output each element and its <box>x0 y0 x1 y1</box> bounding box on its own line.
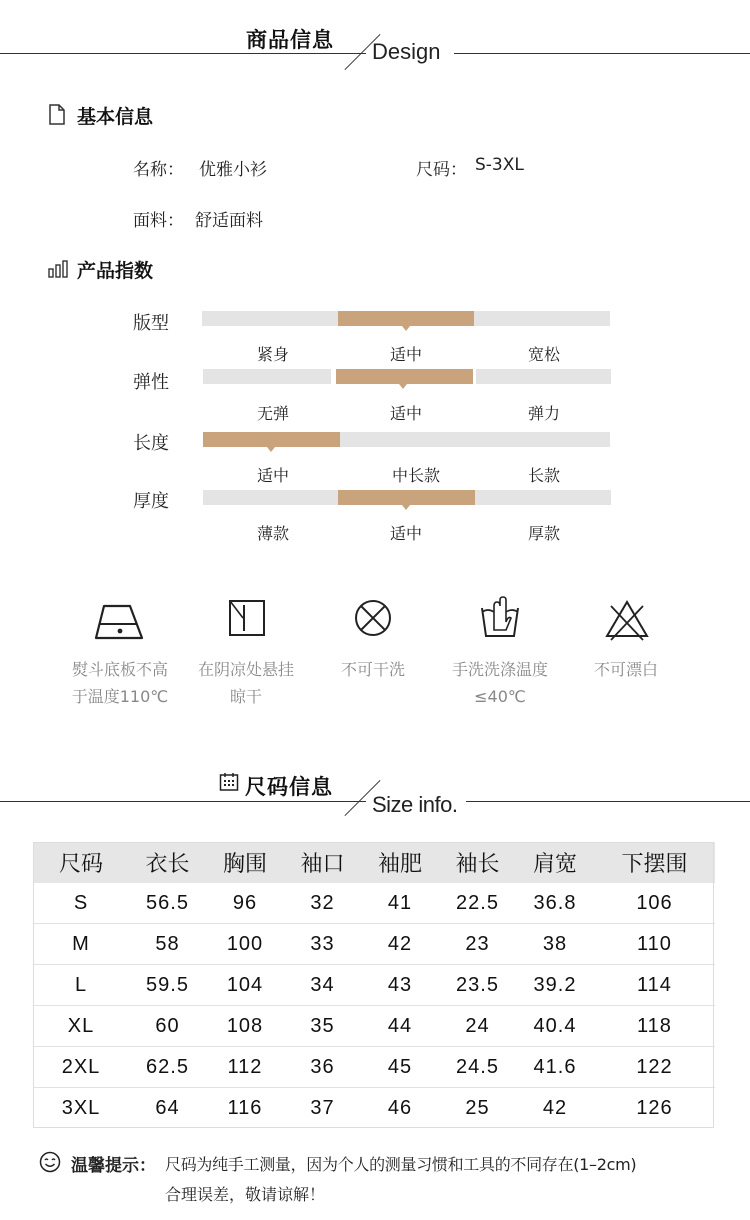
care-text-no-bleach <box>561 656 691 683</box>
fabric-label: 面料： <box>133 211 184 231</box>
bar-segment-selected <box>338 490 475 505</box>
table-cell: 24.5 <box>439 1047 516 1088</box>
table-cell: 36.8 <box>516 883 594 924</box>
column-header: 袖长 <box>439 842 516 883</box>
index-bar-length <box>203 432 610 447</box>
index-bar-fit <box>202 311 610 326</box>
index-label-fit: 版型 <box>133 313 169 334</box>
section2-line-right <box>466 801 750 802</box>
table-cell: 35 <box>284 1006 361 1047</box>
table-cell: 41 <box>361 883 439 924</box>
tick-label: 厚款 <box>527 524 560 543</box>
tick-label: 适中 <box>389 345 422 364</box>
care-text-hand-wash <box>435 656 565 710</box>
table-cell: 108 <box>206 1006 284 1047</box>
bar-segment <box>203 490 338 505</box>
section2-line-left <box>0 801 366 802</box>
table-cell: 106 <box>594 883 715 924</box>
table-cell: 112 <box>206 1047 284 1088</box>
bar-segment <box>476 369 611 384</box>
care-line: 在阴凉处悬挂 <box>197 660 294 679</box>
table-cell: 56.5 <box>129 883 206 924</box>
table-cell: 122 <box>594 1047 715 1088</box>
table-row <box>33 1006 715 1047</box>
bar-segment-selected <box>203 432 340 447</box>
column-header: 衣长 <box>129 842 206 883</box>
care-line: 不可漂白 <box>593 660 658 679</box>
section2-title-en: Size info. <box>372 792 458 817</box>
table-cell: 23 <box>439 924 516 965</box>
table-cell: 42 <box>542 1096 568 1119</box>
size-value: S-3XL <box>475 155 524 175</box>
table-cell: 33 <box>284 924 361 965</box>
care-line: ≤40℃ <box>474 687 526 706</box>
tip-line2: 合理误差，敬请谅解！ <box>165 1185 326 1204</box>
no-dry-clean-icon <box>345 596 401 644</box>
section1-title-en: Design <box>372 39 441 64</box>
index-bar-elasticity <box>203 369 611 384</box>
care-line: 于温度110℃ <box>71 687 169 706</box>
bar-chart-icon <box>48 260 70 278</box>
table-cell: 114 <box>594 965 715 1006</box>
care-line: 手洗洗涤温度 <box>451 660 548 679</box>
document-icon <box>49 104 65 125</box>
care-line: 晾干 <box>229 687 262 706</box>
line-dry-shade-icon <box>219 596 275 644</box>
care-line: 熨斗底板不高 <box>71 660 168 679</box>
iron-icon <box>92 596 148 644</box>
tick-label: 适中 <box>389 524 422 543</box>
bar-segment-selected <box>338 311 474 326</box>
bar-segment-selected <box>336 369 473 384</box>
smiley-icon <box>39 1151 61 1173</box>
table-cell: M <box>33 924 129 965</box>
table-cell: 3XL <box>61 1096 101 1119</box>
table-row <box>33 1047 715 1088</box>
tick-label: 适中 <box>256 466 289 485</box>
column-header: 肩宽 <box>516 842 594 883</box>
table-cell: 43 <box>361 965 439 1006</box>
table-cell: 44 <box>361 1006 439 1047</box>
table-row <box>33 924 715 965</box>
table-cell: 45 <box>361 1047 439 1088</box>
table-row <box>33 883 715 924</box>
table-cell: 34 <box>284 965 361 1006</box>
section2-title-cn: 尺码信息 <box>245 775 333 799</box>
table-cell: 32 <box>284 883 361 924</box>
basic-info-title: 基本信息 <box>77 106 154 128</box>
table-cell: 118 <box>594 1006 715 1047</box>
care-text-iron <box>55 656 185 710</box>
table-cell: 46 <box>387 1096 413 1119</box>
table-cell: 36 <box>284 1047 361 1088</box>
table-cell: 126 <box>636 1096 673 1119</box>
bar-pointer <box>402 326 410 331</box>
table-cell: 22.5 <box>439 883 516 924</box>
table-cell: 110 <box>594 924 715 965</box>
no-bleach-icon <box>599 596 655 644</box>
table-cell: 42 <box>361 924 439 965</box>
name-label: 名称： <box>133 160 184 180</box>
fabric-value: 舒适面料 <box>195 211 263 231</box>
table-cell: 60 <box>129 1006 206 1047</box>
bar-pointer <box>402 505 410 510</box>
size-label: 尺码： <box>416 160 467 180</box>
table-cell: 58 <box>129 924 206 965</box>
tip-line1: 尺码为纯手工测量，因为个人的测量习惯和工具的不同存在(1–2cm) <box>165 1155 637 1174</box>
tick-label: 弹力 <box>527 404 560 423</box>
tick-label: 无弹 <box>256 404 289 423</box>
section1-title-cn: 商品信息 <box>246 28 334 52</box>
tick-label: 长款 <box>527 466 560 485</box>
table-cell: XL <box>33 1006 129 1047</box>
tick-label: 适中 <box>389 404 422 423</box>
table-cell: 41.6 <box>516 1047 594 1088</box>
table-cell: 100 <box>206 924 284 965</box>
bar-pointer <box>399 384 407 389</box>
index-label-elasticity: 弹性 <box>133 372 169 393</box>
bar-segment <box>202 311 338 326</box>
product-index-title: 产品指数 <box>77 260 154 282</box>
size-table <box>33 842 715 1128</box>
column-header: 胸围 <box>206 842 284 883</box>
table-cell: 62.5 <box>129 1047 206 1088</box>
tip-label: 温馨提示： <box>71 1156 156 1176</box>
table-cell: L <box>33 965 129 1006</box>
column-header: 下摆围 <box>594 842 715 883</box>
bar-segment <box>474 311 610 326</box>
column-header: 尺码 <box>33 842 129 883</box>
name-value: 优雅小衫 <box>199 160 267 180</box>
table-cell: 39.2 <box>516 965 594 1006</box>
index-bar-thickness <box>203 490 611 505</box>
tick-label: 宽松 <box>527 345 560 364</box>
table-cell: 25 <box>465 1096 490 1119</box>
table-cell: S <box>33 883 129 924</box>
table-cell: 24 <box>439 1006 516 1047</box>
care-line: 不可干洗 <box>340 660 405 679</box>
bar-segment <box>475 490 611 505</box>
index-label-length: 长度 <box>133 433 169 454</box>
table-cell: 104 <box>206 965 284 1006</box>
table-row <box>33 1088 715 1129</box>
tick-label: 中长款 <box>391 466 440 485</box>
section1-line-right <box>454 53 750 54</box>
tick-label: 紧身 <box>256 345 289 364</box>
table-cell: 23.5 <box>439 965 516 1006</box>
index-label-thickness: 厚度 <box>133 491 169 512</box>
table-cell: 38 <box>516 924 594 965</box>
bar-pointer <box>267 447 275 452</box>
table-row <box>33 965 715 1006</box>
calendar-icon <box>219 772 239 792</box>
column-header: 袖口 <box>284 842 361 883</box>
care-text-no-dry-clean <box>308 656 438 683</box>
bar-segment <box>340 432 610 447</box>
bar-segment <box>203 369 331 384</box>
table-cell: 116 <box>227 1096 263 1119</box>
table-cell: 96 <box>206 883 284 924</box>
hand-wash-icon <box>472 596 528 644</box>
care-text-shade-dry <box>181 656 311 710</box>
table-header-row <box>33 842 715 883</box>
table-cell: 40.4 <box>516 1006 594 1047</box>
tick-label: 薄款 <box>256 524 289 543</box>
table-cell: 64 <box>155 1096 180 1119</box>
table-cell: 37 <box>310 1096 335 1119</box>
column-header: 袖肥 <box>361 842 439 883</box>
table-cell: 2XL <box>33 1047 129 1088</box>
table-cell: 59.5 <box>129 965 206 1006</box>
